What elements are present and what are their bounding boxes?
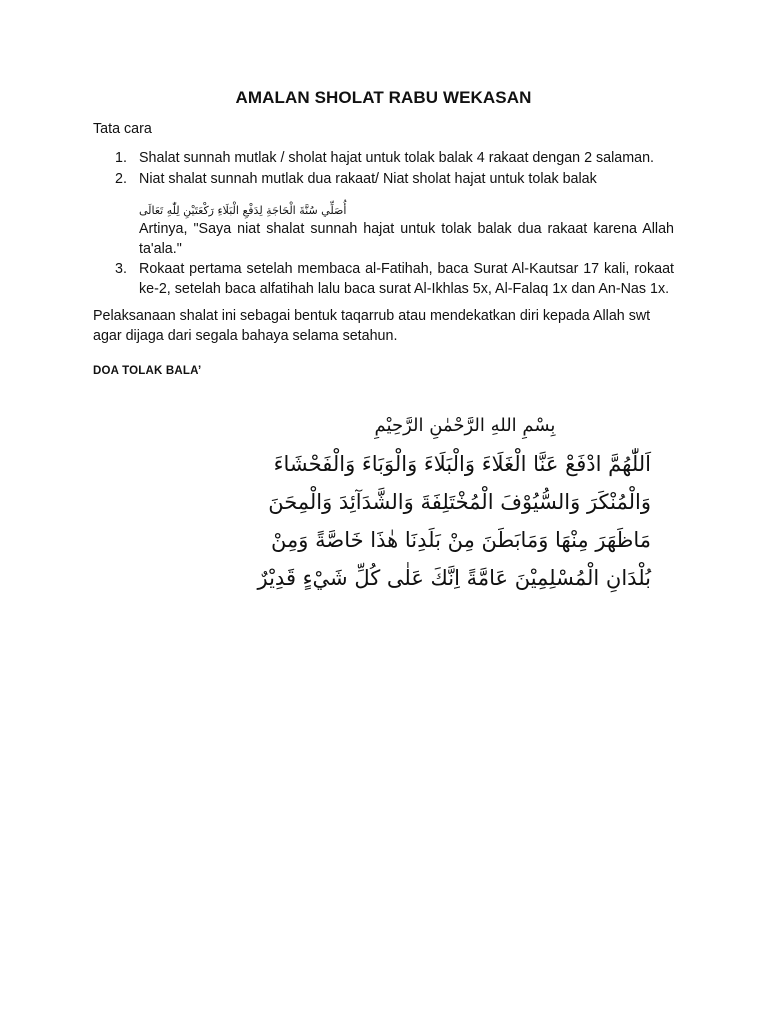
list-item	[93, 260, 674, 299]
bismillah-line: بِسْمِ اللهِ الرَّحْمٰنِ الرَّحِيْمِ	[374, 415, 556, 436]
doa-line: وَالْمُنْكَرَ وَالسُّيُوْفَ الْمُخْتَلِفَةَ وَالشَّدَآئِدَ وَالْمِحَنَ	[268, 490, 651, 514]
doa-arabic-block	[257, 411, 651, 597]
doa-line: اَللّٰهُمَّ ادْفَعْ عَنَّا الْغَلَاءَ وَالْبَلَاءَ وَالْوَبَاءَ وَالْفَحْشَاءَ	[273, 452, 651, 476]
procedure-label: Tata cara	[93, 121, 152, 137]
list-item	[93, 170, 674, 260]
doa-line: مَاظَهَرَ مِنْهَا وَمَابَطَنَ مِنْ بَلَدِنَا هٰذَا خَاصَّةً وَمِنْ	[271, 528, 651, 552]
list-item-number: 2.	[115, 170, 127, 187]
doa-line: بُلْدَانِ الْمُسْلِمِيْنَ عَامَّةً اِنَّكَ عَلٰى كُلِّ شَيْءٍ قَدِيْرٌ	[257, 566, 651, 590]
niat-translation: Artinya, "Saya niat shalat sunnah hajat untuk tolak balak dua rakaat karena Allah ta'ala."	[139, 221, 674, 257]
list-item-number: 3.	[115, 261, 127, 277]
document-title: AMALAN SHOLAT RABU WEKASAN	[235, 88, 532, 107]
doa-heading: DOA TOLAK BALA’	[93, 365, 202, 377]
niat-arabic-text: أُصَلِّي سُنَّةَ الْحَاجَةِ لِدَفْعِ الْبَلَاءِ رَكْعَتَيْنِ لِلّٰهِ تَعَالَى	[139, 204, 347, 217]
procedure-steps-list	[93, 149, 674, 299]
list-item-text: Shalat sunnah mutlak / sholat hajat untuk tolak balak 4 rakaat dengan 2 salaman.	[139, 150, 655, 166]
list-item-text: Rokaat pertama setelah membaca al-Fatihah, baca Surat Al-Kautsar 17 kali, rokaat ke-2, setelah baca alfatihah lalu baca surat Al-Ikhlas 5x, Al-Falaq 1x dan An-Nas 1x.	[139, 261, 674, 297]
closing-paragraph: Pelaksanaan shalat ini sebagai bentuk taqarrub atau mendekatkan diri kepada Allah swt agar dijaga dari segala bahaya selama setahun.	[93, 308, 651, 344]
list-item-number: 1.	[115, 150, 127, 166]
list-item-text: Niat shalat sunnah mutlak dua rakaat/ Niat sholat hajat untuk tolak balak	[139, 170, 597, 187]
list-item	[93, 149, 674, 169]
